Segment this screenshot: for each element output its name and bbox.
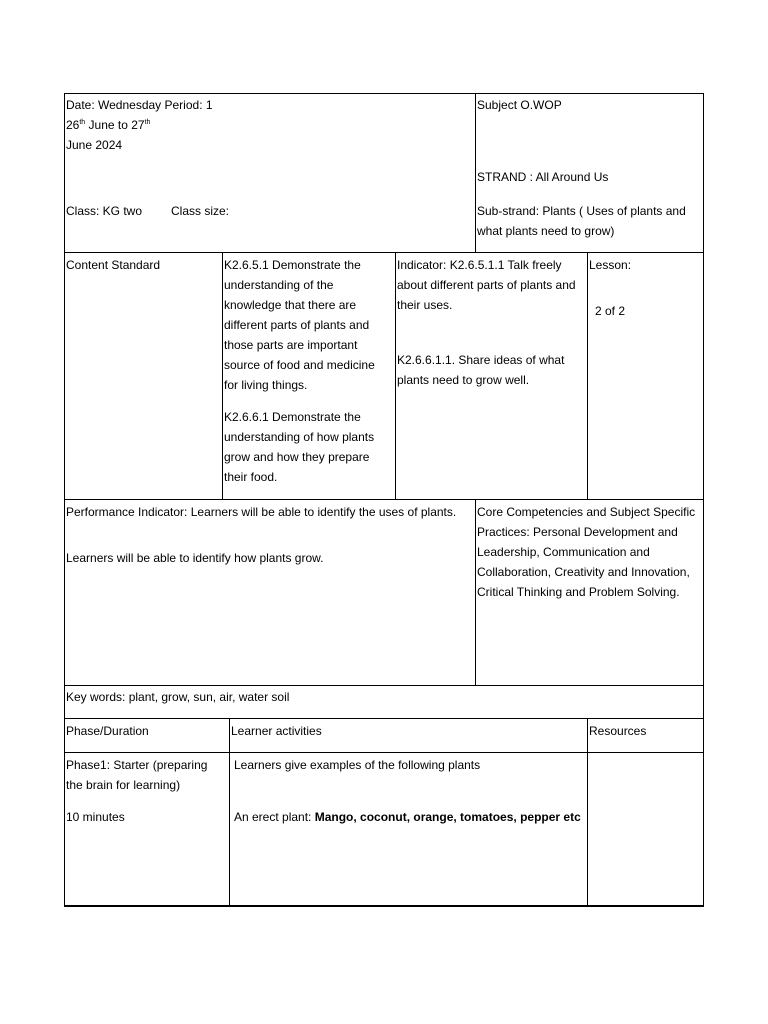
indicator-cell <box>396 253 586 390</box>
resources-header: Resources <box>589 724 647 738</box>
sub-strand-label: Sub-strand: Plants ( Uses of plants and what plants need to grow) <box>477 204 686 238</box>
learner-activities-header: Learner activities <box>231 724 322 738</box>
phase1-activities <box>230 753 585 827</box>
key-words: Key words: plant, grow, sun, air, water soil <box>66 690 290 704</box>
subject-label: Subject O.WOP <box>477 98 562 112</box>
phase1-cell <box>65 753 227 827</box>
lesson-label: Lesson: <box>589 258 632 272</box>
class-size-label: Class size: <box>171 204 230 218</box>
date-range <box>66 115 472 135</box>
strand-label: STRAND : All Around Us <box>477 170 609 184</box>
lesson-cell <box>588 253 702 321</box>
erect-plant-label: An erect plant: <box>234 810 315 824</box>
core-competencies: Core Competencies and Subject Specific Practices: Personal Development and Leadership, Communication and Collaboration, Creativity and Innovation, Critical Thinking and Problem Solving. <box>477 505 696 599</box>
date-start-day: 26 <box>66 118 80 132</box>
erect-plant-examples: Mango, coconut, orange, tomatoes, pepper etc <box>314 810 581 824</box>
phase1-erect-plant <box>231 807 584 827</box>
date-end-day: June to 27 <box>85 118 145 132</box>
content-standard-label: Content Standard <box>66 258 161 272</box>
performance-cell <box>65 500 473 568</box>
performance-indicator-1: Performance Indicator: Learners will be able to identify the uses of plants. <box>66 505 457 519</box>
content-standard-1: K2.6.5.1 Demonstrate the understanding of the knowledge that there are different parts of plants and those parts are important source of food and medicine for living things. <box>224 258 375 392</box>
class-label: Class: KG two <box>66 204 143 218</box>
col-divider-resources <box>587 718 588 906</box>
phase1-resources <box>588 753 702 755</box>
date-cell <box>65 93 473 155</box>
performance-indicator-2: Learners will be able to identify how plants grow. <box>66 551 324 565</box>
content-standard-cell <box>223 253 393 487</box>
lesson-value: 2 of 2 <box>595 304 626 318</box>
phase1-duration: 10 minutes <box>66 810 125 824</box>
date-period: Date: Wednesday Period: 1 <box>66 98 213 112</box>
content-standard-2: K2.6.6.1 Demonstrate the understanding of how plants grow and how they prepare their food. <box>224 410 375 484</box>
phase1-activity-intro: Learners give examples of the following plants <box>234 758 481 772</box>
date-start-suffix: th <box>79 119 86 126</box>
indicator-1: Indicator: K2.6.5.1.1 Talk freely about different parts of plants and their uses. <box>397 258 576 312</box>
date-end-suffix: th <box>144 119 151 126</box>
phase1-title: Phase1: Starter (preparing the brain for learning) <box>66 758 208 792</box>
table-border-bottom <box>64 905 704 907</box>
indicator-2: K2.6.6.1.1. Share ideas of what plants need to grow well. <box>397 353 565 387</box>
date-month-year: June 2024 <box>66 138 123 152</box>
phase-duration-header: Phase/Duration <box>66 724 149 738</box>
